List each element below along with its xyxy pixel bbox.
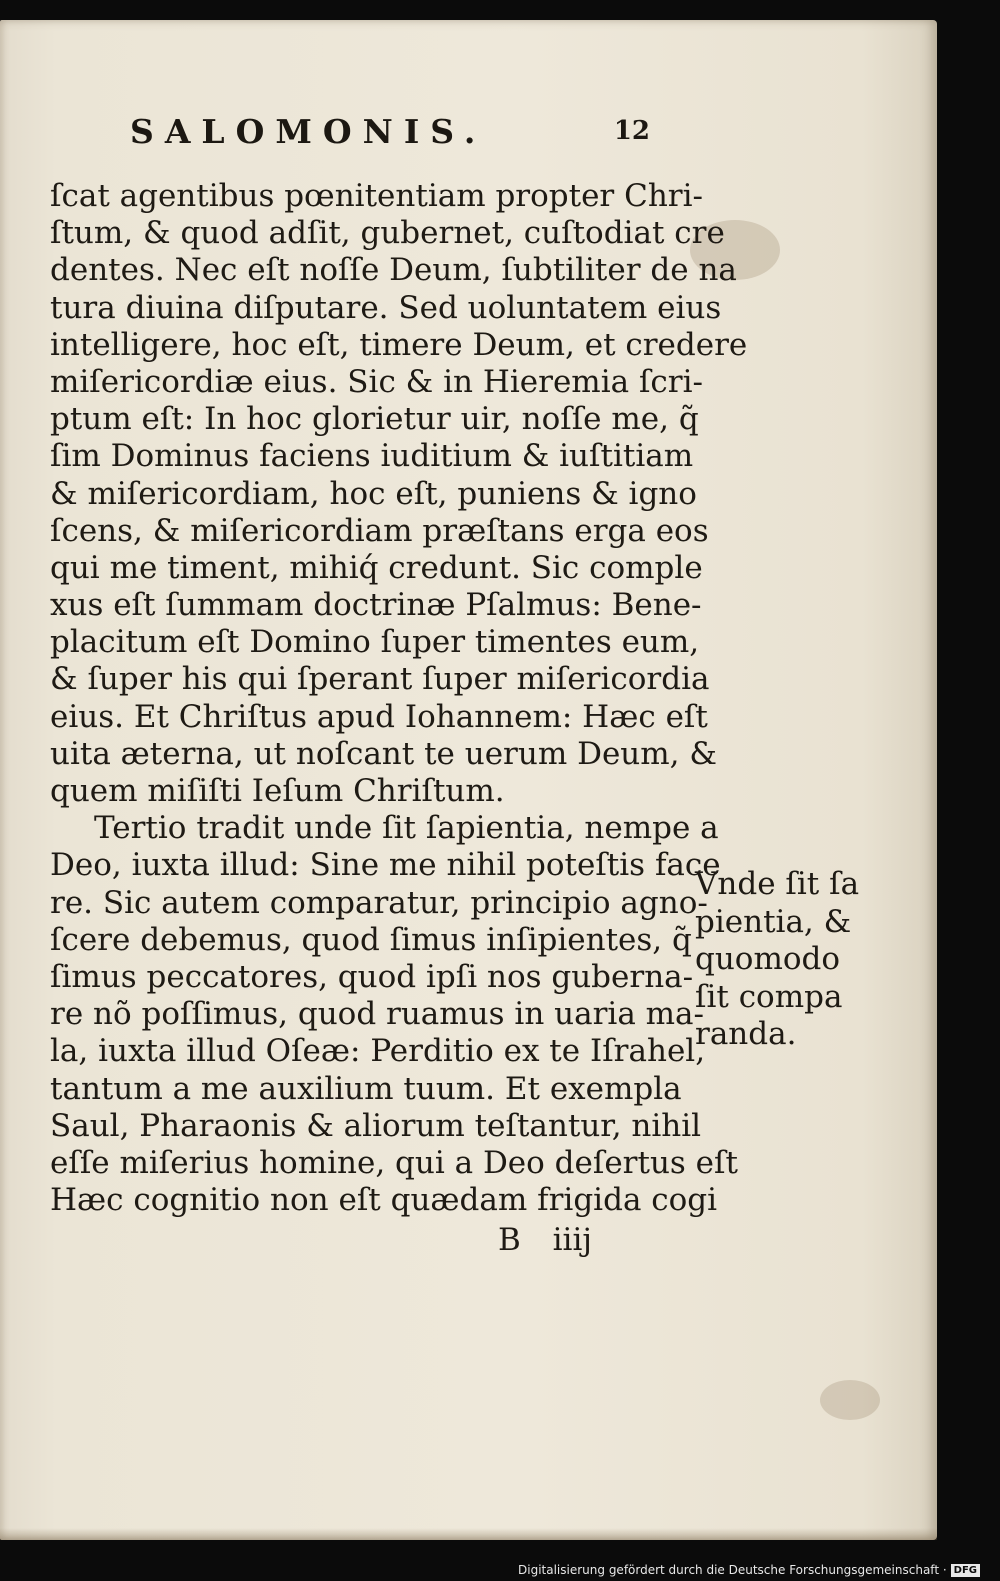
text-line: Saul, Pharaonis & aliorum teſtantur, nihil [50,1107,702,1144]
text-line: placitum eſt Domino ſuper timentes eum, [50,624,700,661]
text-line: qui me timent, mihiq́ credunt. Sic comple [50,549,703,586]
text-line: ptum eſt: In hoc glorietur uir, noſſe me, q̃ [50,401,699,438]
folio-number: 12 [613,116,650,146]
text-line: ſtum, & quod adſit, gubernet, cuſtodiat cre [50,215,725,252]
text-line: tantum a me auxilium tuum. Et exempla [50,1070,682,1107]
text-line: miſericordiæ eius. Sic & in Hieremia ſcri- [50,363,703,400]
margin-note-line: randa. [695,1016,797,1052]
dfg-logo: DFG [951,1564,980,1577]
text-line: & miſericordiam, hoc eſt, puniens & igno [50,475,697,512]
page-header [130,112,650,162]
digitization-footer [518,1563,980,1577]
margin-note-line: ſit compa [695,978,843,1015]
text-line: & ſuper his qui ſperant ſuper miſericordia [50,661,710,698]
text-line: dentes. Nec eſt noſſe Deum, ſubtiliter de na [50,252,737,289]
text-line: eius. Et Chriſtus apud Iohannem: Hæc eſt [50,698,708,735]
text-line: la, iuxta illud Oſeæ: Perditio ex te Iſrahel, [50,1033,706,1070]
text-line: eſſe miſerius homine, qui a Deo deſertus eſt [50,1144,738,1181]
text-line: ſim Dominus faciens iuditium & iuſtitiam [50,438,694,475]
text-line: quem miſiſti Ieſum Chriſtum. [50,773,505,809]
text-line: xus eſt ſummam doctrinæ Pſalmus: Bene- [50,587,702,624]
text-line: tura diuina diſputare. Sed uoluntatem eius [50,289,722,326]
text-line: uita æterna, ut noſcant te uerum Deum, & [50,735,717,772]
text-line: Deo, iuxta illud: Sine me nihil poteſtis face [50,847,721,884]
paper-stain [820,1380,880,1420]
footer-text: Digitalisierung gefördert durch die Deutsche Forschungsgemeinschaft · [518,1563,947,1577]
margin-note [695,866,895,1054]
text-line: re nõ poſſimus, quod ruamus in uaria ma- [50,996,705,1033]
text-line: ſcere debemus, quod ſimus inſipientes, q̃ [50,921,692,958]
signature-mark: B iiij [498,1222,592,1258]
running-head: SALOMONIS. [130,112,487,151]
text-line: re. Sic autem comparatur, principio agno- [50,884,708,921]
text-line: ſcat agentibus pœnitentiam propter Chri- [50,178,703,214]
text-line: Hæc cognitio non eſt quædam frigida cogi [50,1182,718,1219]
margin-note-line: pientia, & [695,903,852,940]
text-line: ſcens, & miſericordiam præſtans erga eos [50,512,709,549]
margin-note-line: quomodo [695,941,841,977]
margin-note-line: Vnde ſit ſa [695,866,860,902]
text-line: ſimus peccatores, quod ipſi nos guberna- [50,958,694,995]
text-line: Tertio tradit unde ſit ſapientia, nempe a [94,810,719,847]
text-line: intelligere, hoc eſt, timere Deum, et credere [50,326,748,363]
